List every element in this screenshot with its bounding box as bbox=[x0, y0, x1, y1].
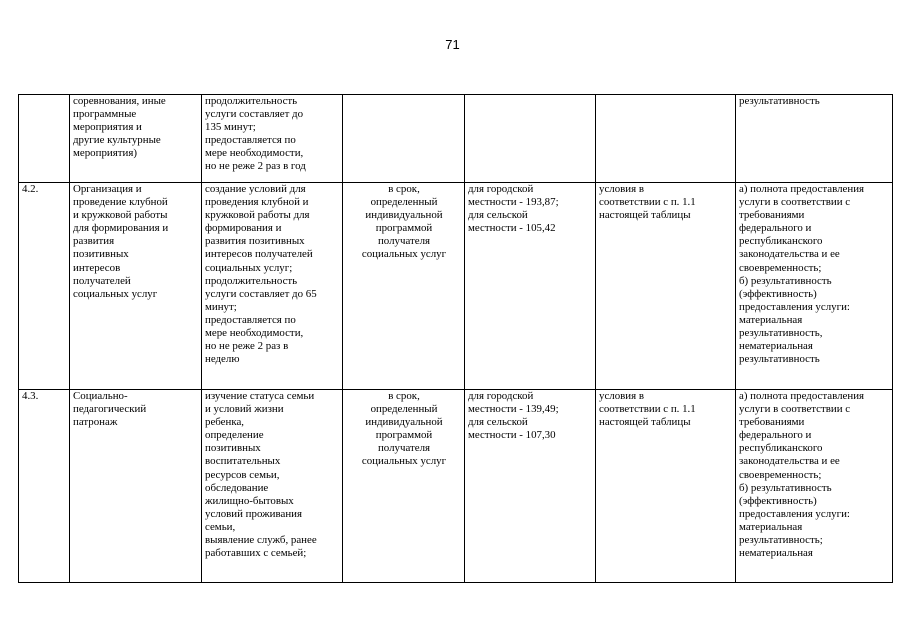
service-name-cell bbox=[70, 183, 202, 390]
cell-text-line: местности - 139,49; bbox=[468, 403, 559, 416]
cell-text-line: условия в bbox=[599, 390, 645, 402]
cell-text-line: требованиями bbox=[739, 209, 805, 222]
cell-text-line: создание условий для bbox=[205, 183, 306, 195]
cell-text-line: законодательства и ее bbox=[739, 455, 840, 468]
cell-text-line: выявление служб, ранее bbox=[205, 534, 317, 547]
cell-text-line: результативность bbox=[739, 95, 820, 107]
cell-text-line: своевременность; bbox=[739, 468, 822, 481]
cell-text-line: семьи, bbox=[205, 520, 236, 533]
quality-indicators-cell bbox=[736, 183, 893, 390]
cell-text-line: услуги в соответствии с bbox=[739, 196, 851, 209]
cell-text-line: Социально- bbox=[73, 390, 128, 402]
cell-text-line: интересов получателей bbox=[205, 248, 313, 261]
cell-text-line: воспитательных bbox=[205, 455, 281, 468]
cell-text-line: предоставляется по bbox=[205, 134, 296, 147]
cell-text: 4.2. bbox=[22, 183, 39, 195]
cell-text-line: условий проживания bbox=[205, 507, 302, 520]
cell-text-line: мере необходимости, bbox=[205, 147, 304, 160]
quality-indicators-cell bbox=[736, 390, 893, 583]
service-content-cell bbox=[202, 183, 343, 390]
cell-text-line: предоставления услуги: bbox=[739, 300, 850, 313]
tariff-cell bbox=[465, 183, 596, 390]
cell-text-line: материальная bbox=[739, 313, 803, 326]
cell-text-line: программой bbox=[375, 429, 433, 442]
cell-text-line: интересов bbox=[73, 261, 121, 274]
cell-text-line: республиканского bbox=[739, 442, 823, 455]
cell-text-line: но не реже 2 раз в год bbox=[205, 160, 306, 173]
cell-text-line: материальная bbox=[739, 520, 803, 533]
cell-text-line: федерального и bbox=[739, 429, 812, 442]
cell-text-line: определение bbox=[205, 429, 264, 442]
cell-text-line: другие культурные bbox=[73, 134, 161, 147]
row-number-cell bbox=[19, 95, 70, 183]
cell-text-line: продолжительность bbox=[205, 95, 298, 107]
cell-text-line: мероприятия и bbox=[73, 121, 142, 134]
cell-text-line: местности - 105,42 bbox=[468, 222, 556, 235]
cell-text-line: б) результативность bbox=[739, 274, 832, 287]
cell-text-line: неделю bbox=[205, 353, 240, 366]
table-row bbox=[19, 390, 893, 583]
cell-text-line: услуги в соответствии с bbox=[739, 403, 851, 416]
cell-text-line: определенный bbox=[370, 196, 438, 209]
tariff-cell bbox=[465, 95, 596, 183]
cell-text-line: кружковой работы для bbox=[205, 209, 310, 222]
cell-text-line: проведения клубной и bbox=[205, 196, 309, 209]
service-name-cell bbox=[70, 95, 202, 183]
cell-text-line: социальных услуг bbox=[361, 455, 447, 468]
cell-text-line: Организация и bbox=[73, 183, 142, 195]
service-term-cell bbox=[343, 95, 465, 183]
cell-text-line: патронаж bbox=[73, 416, 118, 429]
cell-text: 4.3. bbox=[22, 390, 39, 402]
service-name-cell bbox=[70, 390, 202, 583]
cell-text-line: предоставляется по bbox=[205, 313, 296, 326]
row-number-cell bbox=[19, 390, 70, 583]
cell-text-line: программные bbox=[73, 108, 137, 121]
cell-text-line: формирования и bbox=[205, 222, 282, 235]
row-number-cell bbox=[19, 183, 70, 390]
cell-text-line: федерального и bbox=[739, 222, 812, 235]
cell-text-line: проведение клубной bbox=[73, 196, 168, 209]
services-table bbox=[18, 94, 893, 583]
cell-text-line: получателей bbox=[73, 274, 131, 287]
service-term-cell bbox=[343, 183, 465, 390]
cell-text-line: соответствии с п. 1.1 bbox=[599, 403, 696, 416]
cell-text-line: педагогический bbox=[73, 403, 147, 416]
cell-text-line: социальных услуг; bbox=[205, 261, 293, 274]
cell-text-line: для городской bbox=[468, 390, 534, 402]
cell-text-line: соответствии с п. 1.1 bbox=[599, 196, 696, 209]
cell-text-line: получателя bbox=[377, 442, 431, 455]
cell-text-line: ресурсов семьи, bbox=[205, 468, 280, 481]
cell-text-line: а) полнота предоставления bbox=[739, 390, 865, 402]
cell-text-line: услуги составляет до 65 bbox=[205, 287, 317, 300]
cell-text-line: но не реже 2 раз в bbox=[205, 340, 289, 353]
cell-text-line: работавших с семьей; bbox=[205, 547, 307, 560]
conditions-cell bbox=[596, 95, 736, 183]
cell-text-line: требованиями bbox=[739, 416, 805, 429]
cell-text-line: мероприятия) bbox=[73, 147, 137, 160]
cell-text-line: продолжительность bbox=[205, 274, 298, 287]
cell-text-line: социальных услуг bbox=[73, 287, 158, 300]
cell-text-line: предоставления услуги: bbox=[739, 507, 850, 520]
cell-text-line: нематериальная bbox=[739, 340, 813, 353]
cell-text-line: а) полнота предоставления bbox=[739, 183, 865, 195]
table-row bbox=[19, 95, 893, 183]
cell-text-line: в срок, bbox=[388, 390, 420, 402]
cell-text-line: местности - 193,87; bbox=[468, 196, 559, 209]
cell-text-line: минут; bbox=[205, 300, 237, 313]
cell-text-line: программой bbox=[375, 222, 433, 235]
cell-text-line: (эффективность) bbox=[739, 287, 817, 300]
quality-indicators-cell bbox=[736, 95, 893, 183]
cell-text-line: законодательства и ее bbox=[739, 248, 840, 261]
cell-text-line: результативность; bbox=[739, 534, 823, 547]
cell-text-line: для городской bbox=[468, 183, 534, 195]
cell-text-line: жилищно-бытовых bbox=[205, 494, 294, 507]
cell-text-line: для формирования и bbox=[73, 222, 169, 235]
service-content-cell bbox=[202, 95, 343, 183]
cell-text-line: результативность, bbox=[739, 327, 823, 340]
cell-text-line: результативность bbox=[739, 353, 820, 366]
cell-text-line: своевременность; bbox=[739, 261, 822, 274]
cell-text-line: развития позитивных bbox=[205, 235, 305, 248]
cell-text-line: ребенка, bbox=[205, 416, 245, 429]
cell-text-line: (эффективность) bbox=[739, 494, 817, 507]
cell-text-line: условия в bbox=[599, 183, 645, 195]
conditions-cell bbox=[596, 390, 736, 583]
tariff-cell bbox=[465, 390, 596, 583]
cell-text-line: для сельской bbox=[468, 416, 528, 429]
cell-text-line: индивидуальной bbox=[365, 416, 443, 429]
cell-text-line: развития bbox=[73, 235, 115, 248]
cell-text-line: позитивных bbox=[205, 442, 261, 455]
cell-text-line: и условий жизни bbox=[205, 403, 284, 416]
cell-text-line: б) результативность bbox=[739, 481, 832, 494]
cell-text-line: нематериальная bbox=[739, 547, 813, 560]
page-number: 71 bbox=[445, 37, 460, 52]
cell-text-line: и кружковой работы bbox=[73, 209, 168, 222]
cell-text-line: для сельской bbox=[468, 209, 528, 222]
service-content-cell bbox=[202, 390, 343, 583]
conditions-cell bbox=[596, 183, 736, 390]
cell-text-line: настоящей таблицы bbox=[599, 416, 691, 429]
cell-text-line: местности - 107,30 bbox=[468, 429, 556, 442]
cell-text-line: социальных услуг bbox=[361, 248, 447, 261]
cell-text-line: индивидуальной bbox=[365, 209, 443, 222]
table-row bbox=[19, 183, 893, 390]
cell-text-line: настоящей таблицы bbox=[599, 209, 691, 222]
cell-text-line: услуги составляет до bbox=[205, 108, 304, 121]
cell-text-line: позитивных bbox=[73, 248, 129, 261]
cell-text-line: республиканского bbox=[739, 235, 823, 248]
cell-text-line: изучение статуса семьи bbox=[205, 390, 315, 402]
cell-text-line: соревнования, иные bbox=[73, 95, 166, 107]
cell-text-line: определенный bbox=[370, 403, 438, 416]
cell-text-line: 135 минут; bbox=[205, 121, 256, 134]
cell-text-line: получателя bbox=[377, 235, 431, 248]
service-term-cell bbox=[343, 390, 465, 583]
cell-text-line: обследование bbox=[205, 481, 269, 494]
cell-text-line: в срок, bbox=[388, 183, 420, 195]
cell-text-line: мере необходимости, bbox=[205, 327, 304, 340]
